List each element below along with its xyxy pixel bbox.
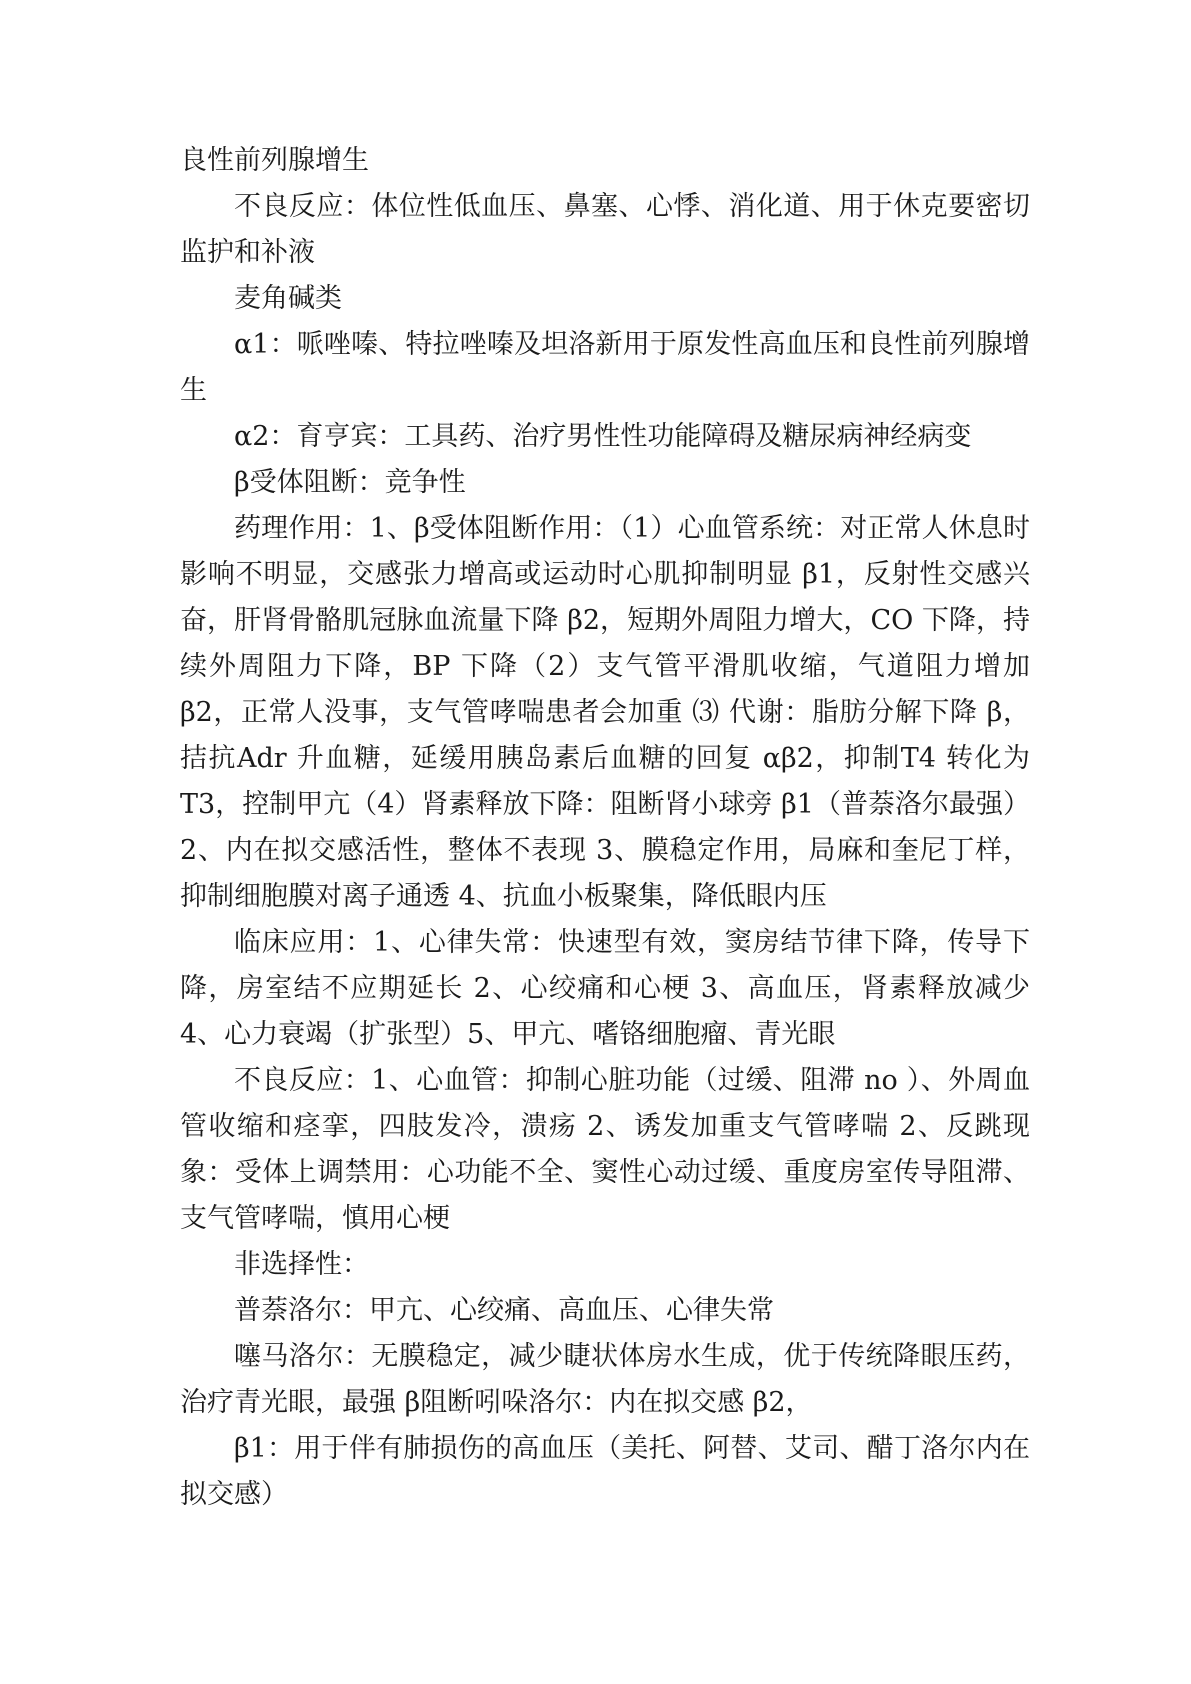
paragraph-beta1-selective: β1：用于伴有肺损伤的高血压（美托、阿替、艾司、醋丁洛尔内在拟交感）: [180, 1433, 1030, 1510]
paragraph-ergot-alkaloids: 麦角碱类: [234, 283, 342, 314]
paragraph-pharmacology: 药理作用：1、β受体阻断作用：（1）心血管系统：对正常人休息时影响不明显，交感张力增高或运动时心肌抑制明显 β1，反射性交感兴奋，肝肾骨骼肌冠脉血流量下降 β2，短期外周阻力增大，CO 下降，持续外周阻力下降，BP 下降（2）支气管平滑肌收缩，气道阻力增加 β2，正常人没事，支气管哮喘患者会加重 ⑶ 代谢：脂肪分解下降 β，拮抗Adr 升血糖，延缓用胰岛素后血糖的回复 αβ2，抑制T4 转化为 T3，控制甲亢（4）肾素释放下降：阻断肾小球旁 β1（普萘洛尔最强）2、内在拟交感活性，整体不表现 3、膜稳定作用，局麻和奎尼丁样，抑制细胞膜对离子通透 4、抗血小板聚集，降低眼内压: [180, 513, 1030, 912]
paragraph-alpha2-drugs: α2：育亨宾：工具药、治疗男性性功能障碍及糖尿病神经病变: [234, 421, 972, 452]
paragraph-alpha1-drugs: α1：哌唑嗪、特拉唑嗪及坦洛新用于原发性高血压和良性前列腺增生: [180, 329, 1030, 406]
paragraph-clinical-use: 临床应用：1、心律失常：快速型有效，窦房结节律下降，传导下降，房室结不应期延长 2、心绞痛和心梗 3、高血压，肾素释放减少 4、心力衰竭（扩张型）5、甲亢、嗜铬细胞瘤、青光眼: [180, 927, 1030, 1050]
document-body: [180, 138, 1030, 1518]
paragraph-adverse-reactions-alpha: 不良反应：体位性低血压、鼻塞、心悸、消化道、用于休克要密切监护和补液: [180, 191, 1030, 268]
paragraph-bph-heading: 良性前列腺增生: [180, 145, 369, 176]
paragraph-timolol: 噻马洛尔：无膜稳定，减少睫状体房水生成，优于传统降眼压药，治疗青光眼，最强 β阻断吲哚洛尔：内在拟交感 β2，: [180, 1341, 1030, 1418]
paragraph-nonselective-heading: 非选择性：: [234, 1249, 369, 1280]
paragraph-adverse-reactions-beta: 不良反应：1、心血管：抑制心脏功能（过缓、阻滞 no ）、外周血管收缩和痉挛，四肢发冷，溃疡 2、诱发加重支气管哮喘 2、反跳现象：受体上调禁用：心功能不全、窦性心动过缓、重度房室传导阻滞、支气管哮喘，慎用心梗: [180, 1065, 1030, 1234]
paragraph-beta-blocker-heading: β受体阻断：竞争性: [234, 467, 466, 498]
paragraph-propranolol: 普萘洛尔：甲亢、心绞痛、高血压、心律失常: [234, 1295, 774, 1326]
